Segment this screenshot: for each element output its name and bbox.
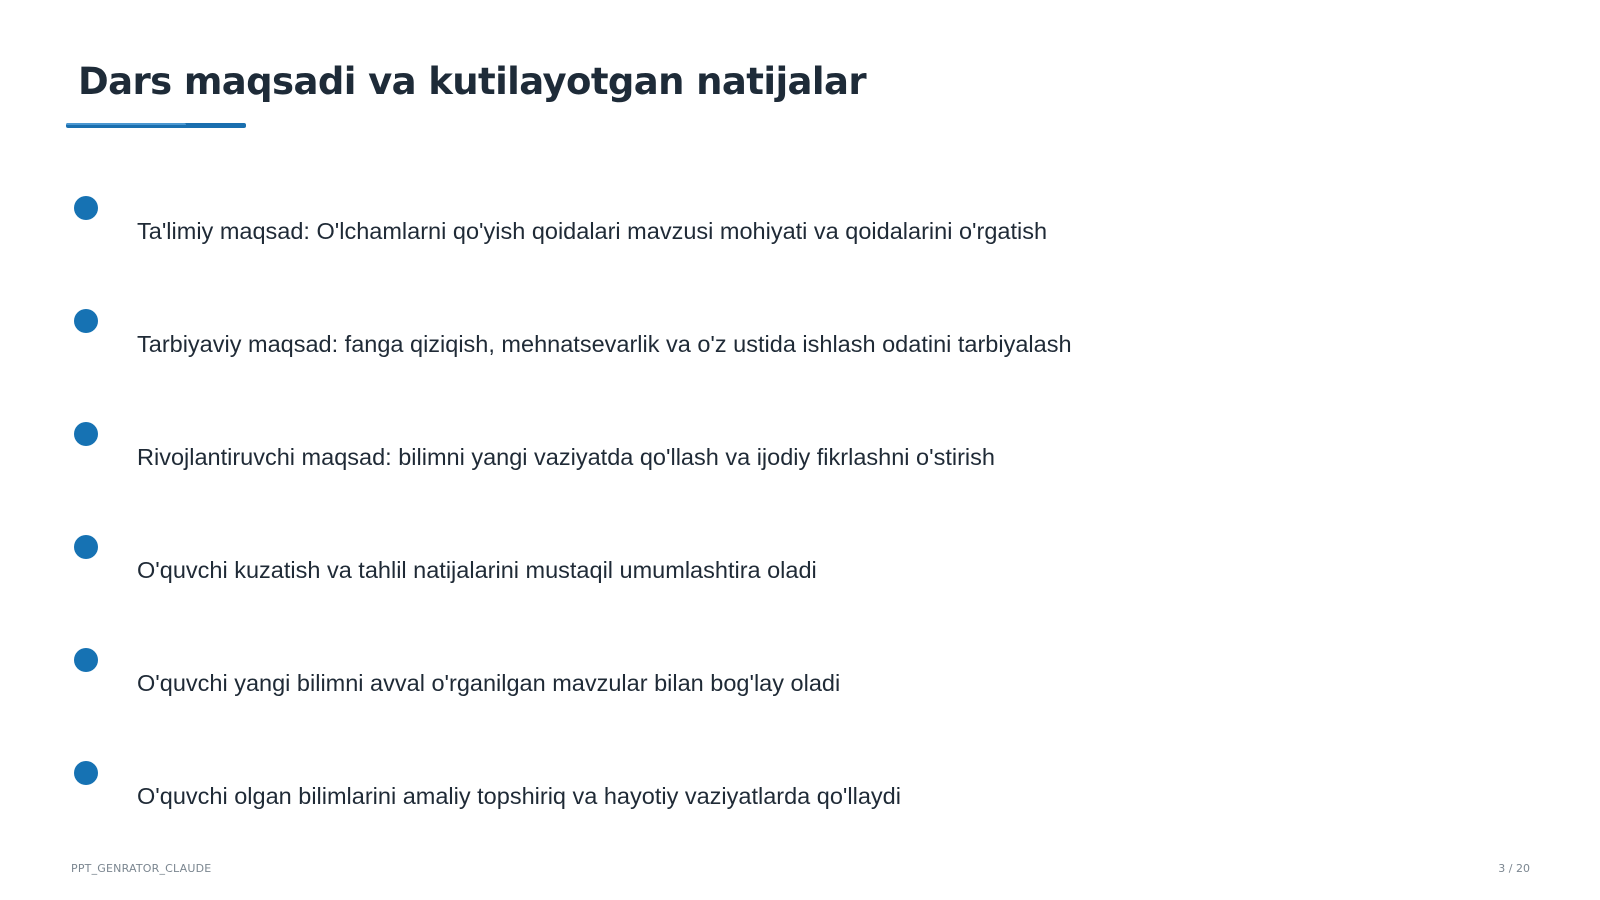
bullet-dot-icon	[74, 535, 98, 559]
bullet-item	[0, 422, 1600, 512]
bullet-text: O'quvchi olgan bilimlarini amaliy topshiriq va hayotiy vaziyatlarda qo'llaydi	[137, 783, 901, 809]
bullet-dot-icon	[74, 309, 98, 333]
bullet-text: Ta'limiy maqsad: O'lchamlarni qo'yish qoidalari mavzusi mohiyati va qoidalarini o'rgatish	[137, 218, 1048, 244]
bullet-text: Tarbiyaviy maqsad: fanga qiziqish, mehnatsevarlik va o'z ustida ishlash odatini tarbiyalash	[137, 331, 1072, 357]
bullet-item	[0, 761, 1600, 851]
bullet-item	[0, 196, 1600, 286]
bullet-dot-icon	[74, 648, 98, 672]
footer-label: PPT_GENRATOR_CLAUDE	[71, 862, 212, 875]
page-number: 3 / 20	[1498, 862, 1530, 875]
bullet-item	[0, 535, 1600, 625]
bullet-dot-icon	[74, 196, 98, 220]
bullet-dot-icon	[74, 422, 98, 446]
slide-title: Dars maqsadi va kutilayotgan natijalar	[78, 60, 867, 103]
bullet-text: O'quvchi kuzatish va tahlil natijalarini mustaqil umumlashtira oladi	[137, 557, 817, 583]
bullet-dot-icon	[74, 761, 98, 785]
bullet-text: O'quvchi yangi bilimni avval o'rganilgan mavzular bilan bog'lay oladi	[137, 670, 841, 696]
bullet-item	[0, 648, 1600, 738]
bullet-item	[0, 309, 1600, 399]
bullet-text: Rivojlantiruvchi maqsad: bilimni yangi vaziyatda qo'llash va ijodiy fikrlashni o'stirish	[137, 444, 995, 470]
